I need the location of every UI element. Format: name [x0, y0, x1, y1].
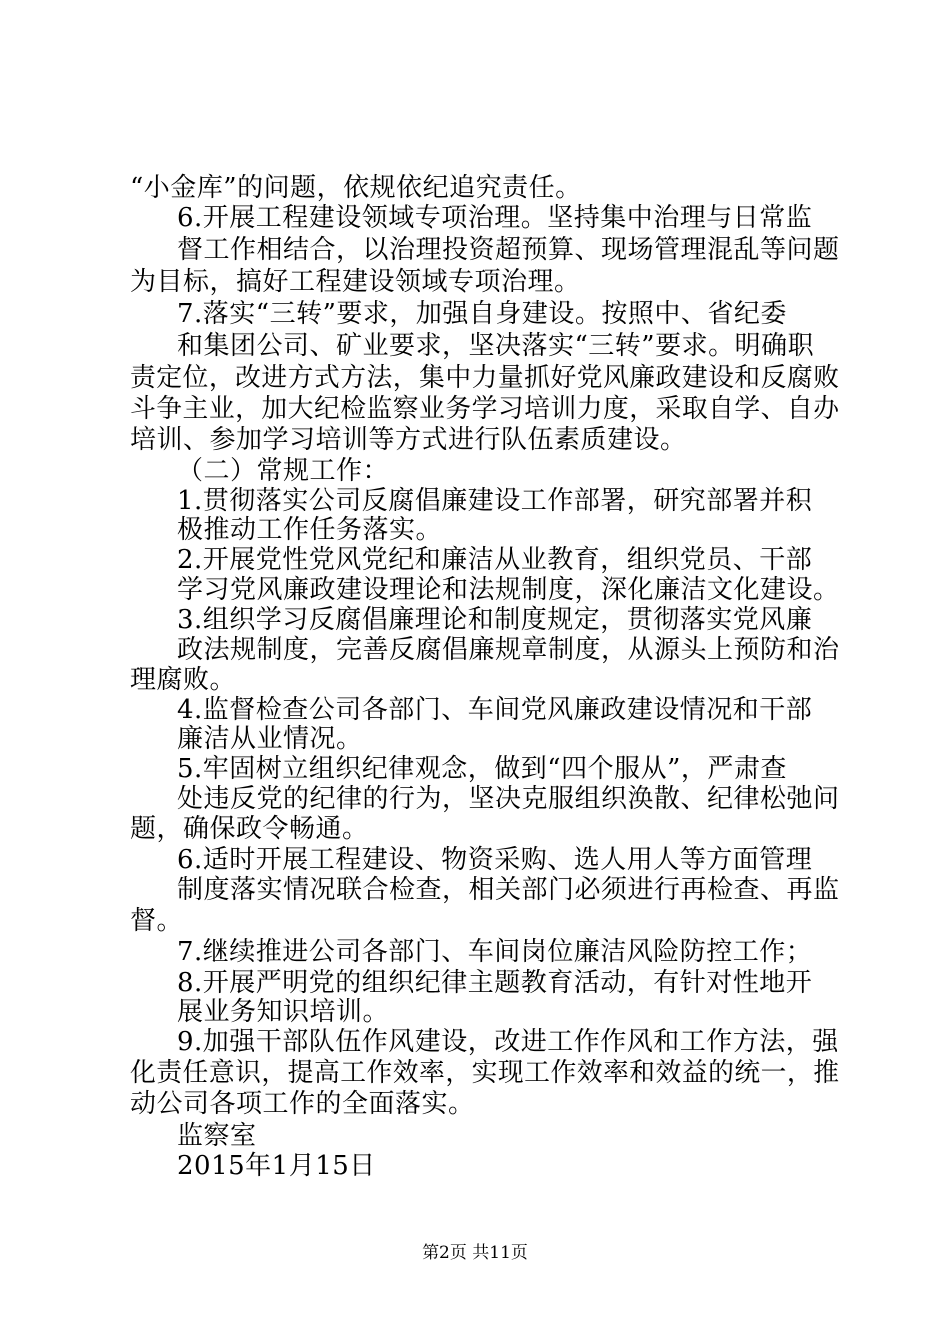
text-line: 处违反党的纪律的行为，坚决克服组织涣散、纪律松弛问	[177, 784, 840, 814]
text-line: 展业务知识培训。	[177, 997, 390, 1027]
text-line: 6.适时开展工程建设、物资采购、选人用人等方面管理	[177, 845, 813, 875]
text-line: 题，确保政令畅通。	[130, 814, 369, 844]
text-line: 动公司各项工作的全面落实。	[130, 1089, 475, 1119]
section-heading: （二）常规工作：	[177, 456, 390, 486]
text-line: 学习党风廉政建设理论和法规制度，深化廉洁文化建设。	[177, 575, 840, 605]
text-line: 1.贯彻落实公司反腐倡廉建设工作部署，研究部署并积	[177, 486, 813, 516]
text-line: 极推动工作任务落实。	[177, 515, 443, 545]
text-line: 5.牢固树立组织纪律观念，做到“四个服从”，严肃查	[177, 754, 787, 784]
text-line: 2.开展党性党风党纪和廉洁从业教育，组织党员、干部	[177, 545, 813, 575]
text-line: 8.开展严明党的组织纪律主题教育活动，有针对性地开	[177, 968, 813, 998]
signature-department: 监察室	[177, 1121, 257, 1151]
text-line: 政法规制度，完善反腐倡廉规章制度，从源头上预防和治	[177, 635, 840, 665]
text-line: 斗争主业，加大纪检监察业务学习培训力度，采取自学、自办	[130, 394, 840, 424]
text-line: 9.加强干部队伍作风建设，改进工作作风和工作方法，强	[177, 1027, 839, 1057]
text-line: 4.监督检查公司各部门、车间党风廉政建设情况和干部	[177, 695, 813, 725]
page-number: 第2页 共11页	[422, 1243, 528, 1263]
text-line: 责定位，改进方式方法，集中力量抓好党风廉政建设和反腐败	[130, 363, 840, 393]
text-line: 化责任意识，提高工作效率，实现工作效率和效益的统一，推	[130, 1058, 840, 1088]
text-line: “小金库”的问题，依规依纪追究责任。	[130, 173, 582, 203]
text-line: 督工作相结合，以治理投资超预算、现场管理混乱等问题	[177, 235, 840, 265]
text-line: 和集团公司、矿业要求，坚决落实“三转”要求。明确职	[177, 331, 815, 361]
text-line: 培训、参加学习培训等方式进行队伍素质建设。	[130, 425, 687, 455]
text-line: 廉洁从业情况。	[177, 724, 363, 754]
text-line: 制度落实情况联合检查，相关部门必须进行再检查、再监	[177, 875, 840, 905]
text-line: 6.开展工程建设领域专项治理。坚持集中治理与日常监	[177, 203, 813, 233]
text-line: 理腐败。	[130, 665, 237, 695]
signature-date: 2015年1月15日	[177, 1151, 376, 1181]
text-line: 督。	[130, 906, 184, 936]
text-line: 3.组织学习反腐倡廉理论和制度规定，贯彻落实党风廉	[177, 605, 813, 635]
text-line: 7.继续推进公司各部门、车间岗位廉洁风险防控工作；	[177, 937, 813, 967]
text-line: 7.落实“三转”要求，加强自身建设。按照中、省纪委	[177, 299, 787, 329]
text-line: 为目标，搞好工程建设领域专项治理。	[130, 267, 581, 297]
